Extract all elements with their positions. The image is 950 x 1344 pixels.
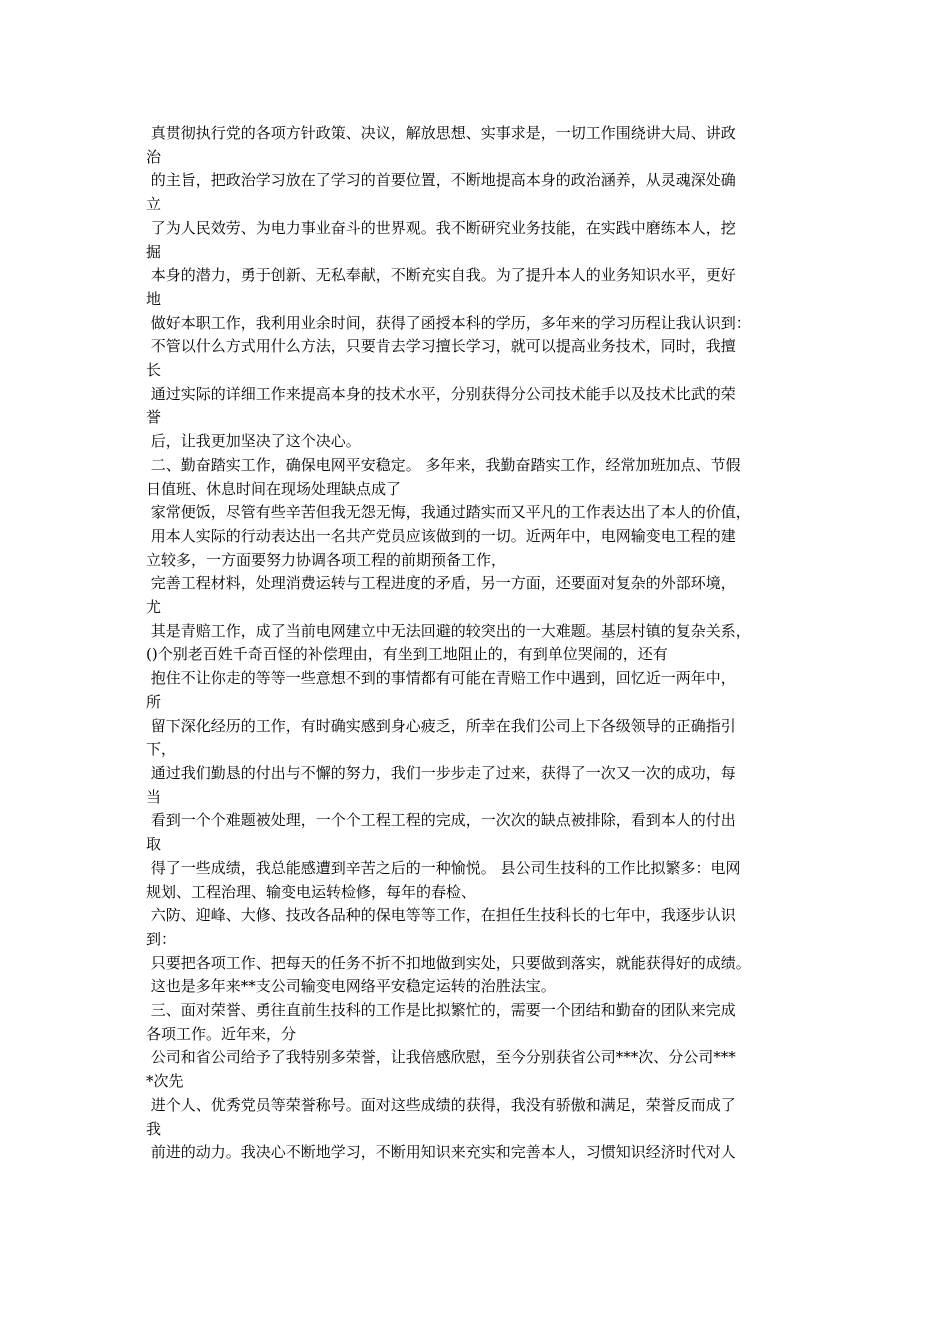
text-line: 公司和省公司给予了我特别多荣誉，让我倍感欣慰，至今分别获省公司***次、分公司*** [146, 1048, 736, 1067]
text-line: 后，让我更加坚决了这个决心。 [146, 432, 361, 451]
section-heading-line: 二、勤奋踏实工作，确保电网平安稳定。 多年来，我勤奋踏实工作，经常加班加点、节假 [146, 455, 741, 474]
text-line: 不管以什么方式用什么方法，只要肯去学习擅长学习，就可以提高业务技术，同时，我擅 [146, 337, 736, 356]
text-line: 我 [146, 1119, 162, 1138]
section-heading-line: 三、面对荣誉、勇往直前生技科的工作是比拟繁忙的，需要一个团结和勤奋的团队来完成 [146, 1001, 736, 1020]
text-line: 真贯彻执行党的各项方针政策、决议，解放思想、实事求是，一切工作围绕讲大局、讲政 [146, 124, 736, 142]
text-line: 留下深化经历的工作，有时确实感到身心疲乏，所幸在我们公司上下各级领导的正确指引 [146, 716, 736, 735]
text-line: 长 [146, 361, 162, 380]
text-line: 了为人民效劳、为电力事业奋斗的世界观。我不断研究业务技能，在实践中磨练本人，挖 [146, 218, 736, 237]
text-line: 完善工程材料，处理消费运转与工程进度的矛盾，另一方面，还要面对复杂的外部环境， [146, 574, 736, 593]
text-line: 掘 [146, 242, 162, 261]
text-line: 进个人、优秀党员等荣誉称号。面对这些成绩的获得，我没有骄傲和满足，荣誉反而成了 [146, 1095, 736, 1114]
text-line: 六防、迎峰、大修、技改各品种的保电等等工作，在担任生技科长的七年中，我逐步认识 [146, 906, 736, 925]
text-line: 规划、工程治理、输变电运转检修，每年的春检、 [146, 882, 477, 901]
text-line: 日值班、休息时间在现场处理缺点成了 [146, 479, 402, 498]
text-line: 的主旨，把政治学习放在了学习的首要位置，不断地提高本身的政治涵养，从灵魂深处确 [146, 171, 736, 190]
text-line: 这也是多年来**支公司输变电网络平安稳定运转的治胜法宝。 [146, 977, 556, 996]
text-line: *次先 [146, 1072, 184, 1091]
text-line: 誉 [146, 408, 162, 427]
text-line: 用本人实际的行动表达出一名共产党员应该做到的一切。近两年中，电网输变电工程的建 [146, 526, 736, 545]
text-line: 尤 [146, 598, 162, 617]
text-line: 本身的潜力，勇于创新、无私奉献，不断充实自我。为了提升本人的业务知识水平，更好 [146, 266, 736, 285]
text-line: 立 [146, 195, 162, 214]
text-line: 地 [146, 289, 162, 308]
text-line: 下， [146, 740, 177, 759]
text-line: 家常便饭，尽管有些辛苦但我无怨无悔，我通过踏实而又平凡的工作表达出了本人的价值， [146, 503, 751, 522]
text-line: 通过我们勤恳的付出与不懈的努力，我们一步步走了过来，获得了一次又一次的成功，每 [146, 763, 736, 782]
text-line: 所 [146, 692, 162, 711]
text-line: 各项工作。近年来，分 [146, 1024, 297, 1043]
text-line: 治 [146, 147, 162, 166]
text-line: 取 [146, 835, 162, 854]
text-line: 只要把各项工作、把每天的任务不折不扣地做到实处，只要做到落实，就能获得好的成绩。 [146, 953, 751, 972]
text-line: 到： [146, 929, 177, 948]
text-line: 抱住不让你走的等等一些意想不到的事情都有可能在青赔工作中遇到，回忆近一两年中， [146, 669, 736, 688]
text-line: 得了一些成绩，我总能感遭到辛苦之后的一种愉悦。 县公司生技科的工作比拟繁多：电网 [146, 858, 741, 877]
text-line: 立较多，一方面要努力协调各项工程的前期预备工作， [146, 550, 507, 569]
document-body [146, 122, 816, 1165]
text-line: ()个别老百姓千奇百怪的补偿理由，有坐到工地阻止的，有到单位哭闹的，还有 [146, 645, 668, 664]
text-line: 前进的动力。我决心不断地学习，不断用知识来充实和完善本人，习惯知识经济时代对人 [146, 1143, 736, 1162]
text-line: 做好本职工作，我利用业余时间，获得了函授本科的学历，多年来的学习历程让我认识到： [146, 313, 751, 332]
text-line: 当 [146, 787, 162, 806]
text-line: 看到一个个难题被处理，一个个工程工程的完成，一次次的缺点被排除，看到本人的付出 [146, 811, 736, 830]
text-line: 通过实际的详细工作来提高本身的技术水平，分别获得分公司技术能手以及技术比武的荣 [146, 384, 736, 403]
text-line: 其是青赔工作，成了当前电网建立中无法回避的较突出的一大难题。基层村镇的复杂关系， [146, 621, 751, 640]
